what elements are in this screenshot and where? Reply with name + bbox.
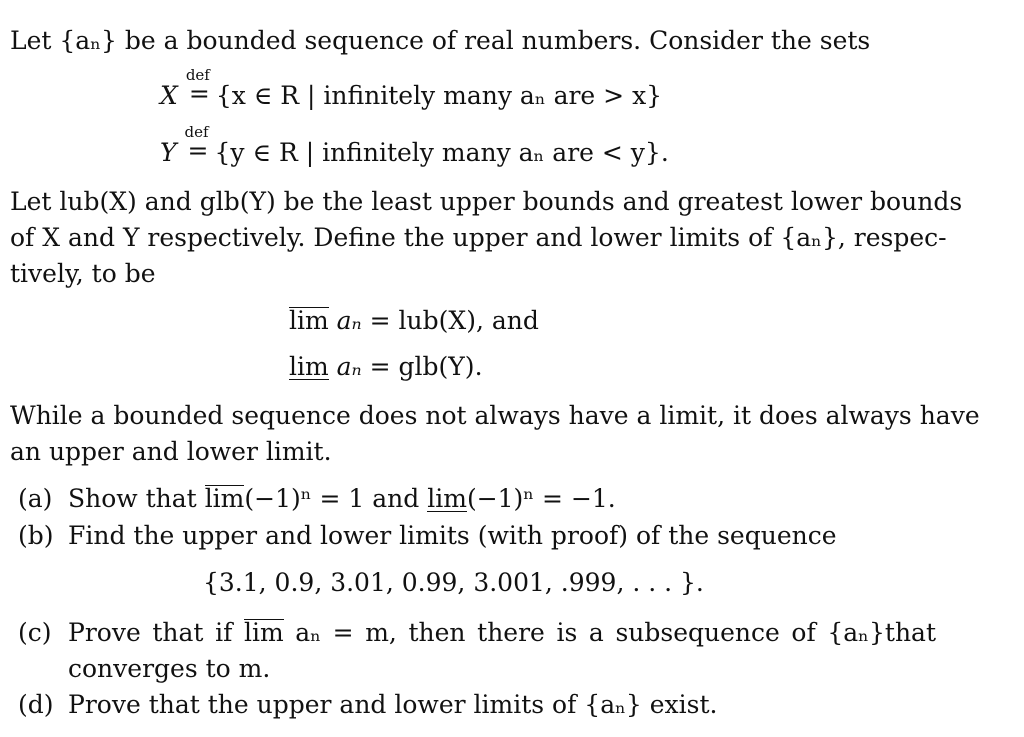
limsup-operator: lim	[204, 484, 245, 513]
paragraph-line: Let lub(X) and glb(Y) be the least upper bounds and greatest lower bounds	[10, 187, 963, 216]
part-d-label: (d)	[18, 690, 54, 719]
paragraph-line: of X and Y respectively. Define the upper and lower limits of {aₙ}, respec-	[10, 223, 947, 252]
limsup-rhs: = lub(X), and	[369, 306, 539, 335]
set-y-rhs: {y ∈ R | infinitely many aₙ are < y}.	[214, 138, 669, 167]
liminf-variable: aₙ	[336, 352, 362, 381]
part-c-text	[68, 618, 936, 648]
paragraph-line: an upper and lower limit.	[10, 437, 332, 466]
part-c-line2: converges to m.	[68, 654, 271, 683]
sequence-display: {3.1, 0.9, 3.01, 0.99, 3.001, .999, . . . }.	[203, 568, 704, 597]
limsup-operator: lim	[289, 306, 329, 335]
limsup-operator: lim	[243, 618, 284, 647]
part-a-mid: (−1)ⁿ = 1 and	[244, 484, 420, 513]
liminf-equation	[289, 352, 483, 382]
part-c-pre: Prove that if	[68, 618, 233, 647]
set-x-symbol: X	[160, 81, 178, 110]
set-x-rhs: {x ∈ R | infinitely many aₙ are > x}	[215, 81, 663, 110]
limsup-equation	[289, 306, 539, 336]
intro-line: Let {aₙ} be a bounded sequence of real numbers. Consider the sets	[10, 26, 871, 55]
set-x-definition	[160, 66, 663, 111]
def-equals-symbol: def =	[185, 66, 210, 108]
part-a-text	[68, 484, 616, 514]
part-a-pre: Show that	[68, 484, 197, 513]
liminf-operator: lim	[427, 484, 467, 513]
part-b-text: Find the upper and lower limits (with proof) of the sequence	[68, 521, 837, 550]
part-a-post: (−1)ⁿ = −1.	[466, 484, 616, 513]
set-y-definition	[160, 123, 669, 168]
paragraph-line: tively, to be	[10, 259, 156, 288]
def-word: def	[184, 123, 209, 141]
part-a-label: (a)	[18, 484, 53, 513]
set-y-symbol: Y	[160, 138, 177, 167]
liminf-rhs: = glb(Y).	[369, 352, 483, 381]
liminf-operator: lim	[289, 352, 329, 381]
def-word: def	[185, 66, 210, 84]
part-c-label: (c)	[18, 618, 52, 647]
part-c-post: aₙ = m, then there is a subsequence of {aₙ}that	[295, 618, 936, 647]
def-equals-symbol: def =	[184, 123, 209, 165]
paragraph-line: While a bounded sequence does not always have a limit, it does always have	[10, 401, 980, 430]
limsup-variable: aₙ	[336, 306, 362, 335]
part-d-text: Prove that the upper and lower limits of {aₙ} exist.	[68, 690, 718, 719]
part-b-label: (b)	[18, 521, 54, 550]
